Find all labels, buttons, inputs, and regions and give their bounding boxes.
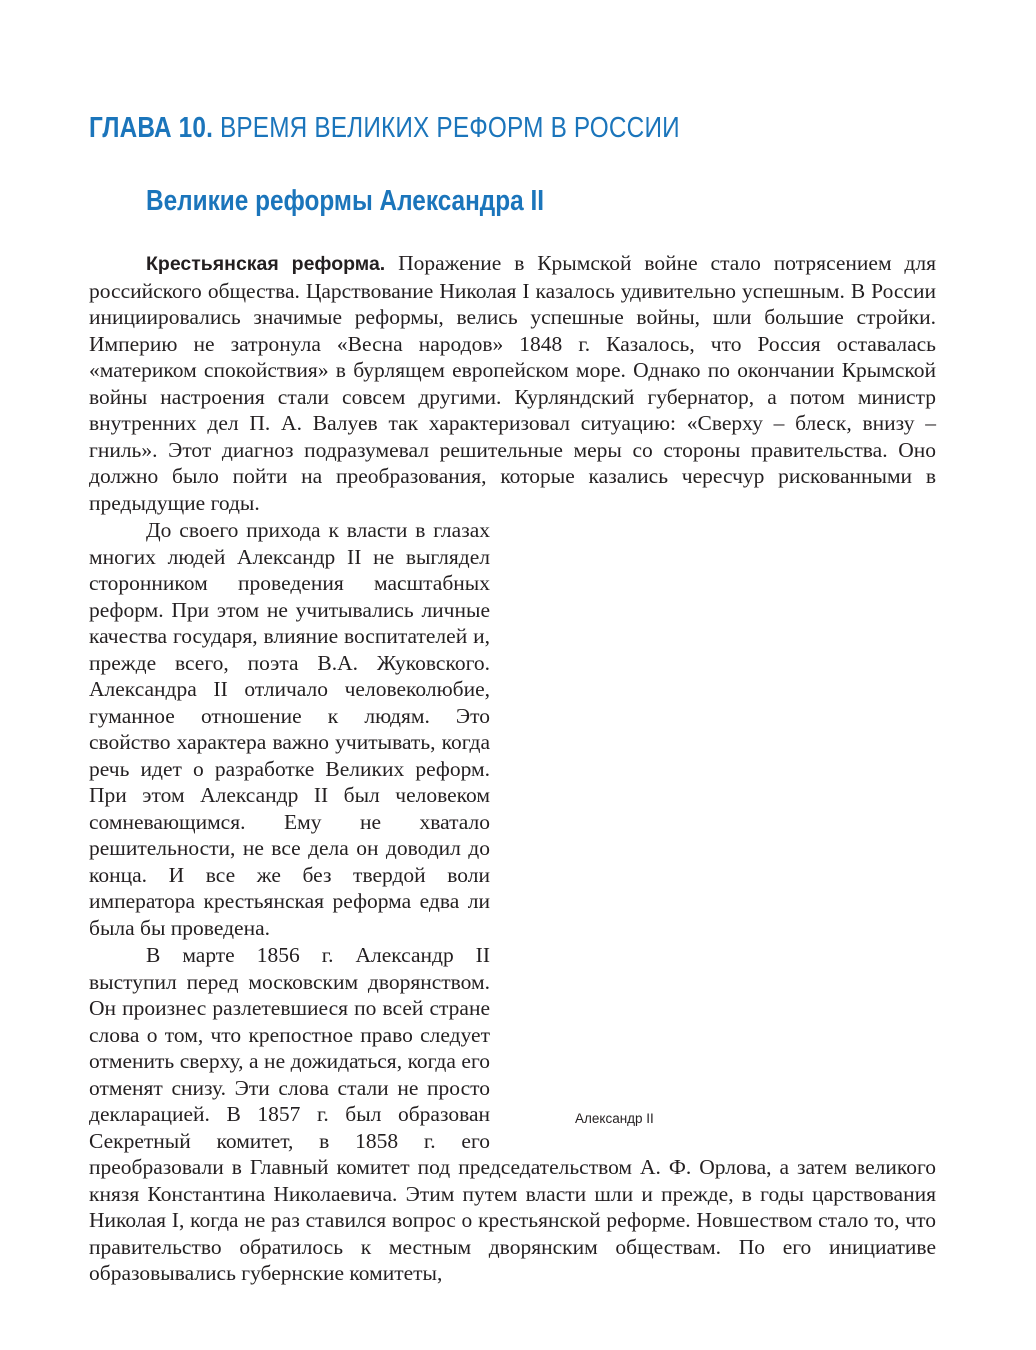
paragraph-1-text: Поражение в Крымской войне стало потрясением для российского общества. Царствование Николая I казалось удивительно успешным. В России инициировались значимые реформы, велись успешные войны, шли большие стройки. Империю не затронула «Весна народов» 1848 г. Казалось, что Россия оставалась «материком спокойствия» в бурлящем европейском море. Однако по окончании Крымской войны настроения стали совсем другими. Курляндский губернатор, а потом министр внутренних дел П. А. Валуев так характеризовал ситуацию: «Сверху – блеск, внизу – гниль». Этот диагноз подразумевал решительные меры со стороны правительства. Оно должно было пойти на преобразования, которые казались чересчур рискованными в предыдущие годы. xyxy=(89,251,936,515)
portrait-figure xyxy=(504,522,936,1142)
paragraph-3: В марте 1856 г. Александр II выступил перед московским дворянством. Он произнес разлетевшиеся по всей стране слова о том, что крепостное право следует отменить сверху, а не дожидаться, когда его отменят снизу. Эти слова стали не просто декларацией. В 1857 г. был образован Секретный комитет, в 1858 г. его преобразовали в Главный комитет под председательством А. Ф. Орлова, а затем великого князя Константина Николаевича. Этим путем власти шли и прежде, в годы царствования Николая I, когда не раз ставился вопрос о крестьянской реформе. Новшеством стало то, что правительство обратилось к местным дворянским обществам. По его инициативе образовывались губернские комитеты, xyxy=(89,943,936,1285)
chapter-number: ГЛАВА 10. xyxy=(89,112,214,144)
chapter-name: ВРЕМЯ ВЕЛИКИХ РЕФОРМ В РОССИИ xyxy=(219,112,680,144)
section-title: Великие реформы Александра II xyxy=(146,185,545,217)
chapter-title xyxy=(89,112,680,145)
body-text xyxy=(89,250,936,1287)
paragraph-1 xyxy=(89,250,936,516)
paragraph-2-text: До своего прихода к власти в глазах многих людей Александр II не выглядел сторонником проведения масштабных реформ. При этом не учитывались личные качества государя, влияние воспитателей и, прежде всего, поэта В.А. Жуковского. Александра II отличало человеколюбие, гуманное отношение к людям. Это свойство характера важно учитывать, когда речь идет о разработке Великих реформ. При этом Александр II был человеком сомневающимся. Ему не хватало решительности, не все дела он доводил до конца. И все же без твердой воли императора крестьянская реформа едва ли была бы проведена. xyxy=(89,518,490,940)
paragraph-lead: Крестьянская реформа. xyxy=(146,253,386,275)
figure-caption: Александр II xyxy=(575,1110,654,1126)
